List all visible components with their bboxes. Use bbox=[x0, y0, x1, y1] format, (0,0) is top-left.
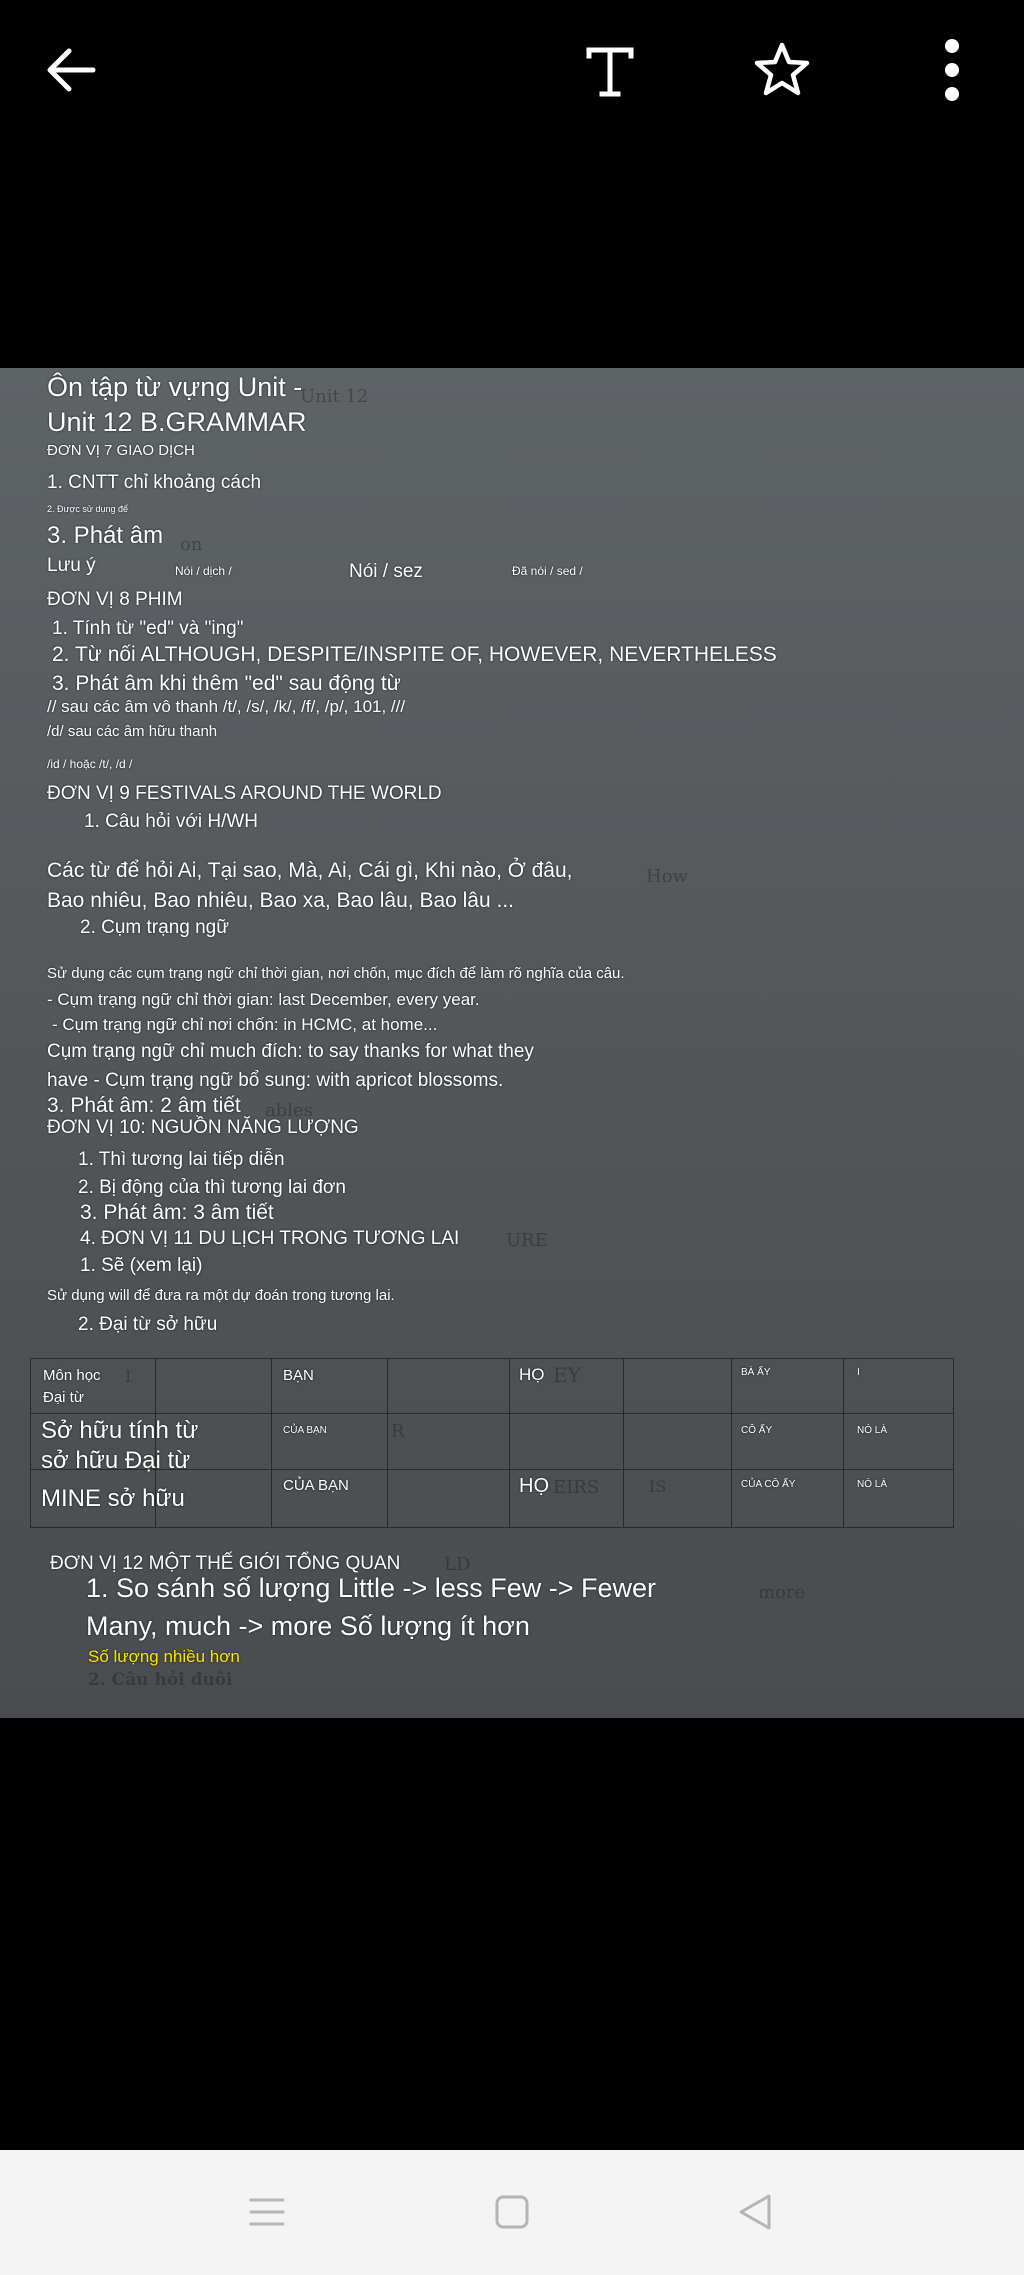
text-T-icon bbox=[582, 42, 638, 98]
unit-heading: 4. ĐƠN VỊ 11 DU LỊCH TRONG TƯƠNG LAI bbox=[80, 1228, 460, 1249]
table-cell: CỦA CÔ ẤY bbox=[741, 1479, 796, 1490]
table-cell: HỌ bbox=[519, 1475, 549, 1497]
table-cell: Sở hữu tính từ bbox=[41, 1417, 199, 1444]
doc-line: 2. Từ nối ALTHOUGH, DESPITE/INSPITE OF, HOWEVER, NEVERTHELESS bbox=[52, 643, 777, 666]
table-ghost: IS bbox=[649, 1477, 667, 1496]
recent-apps-button[interactable] bbox=[232, 2182, 302, 2242]
table-cell: CÔ ẤY bbox=[741, 1425, 773, 1436]
doc-line: Many, much -> more Số lượng ít hơn bbox=[86, 1611, 530, 1641]
doc-line: 2. Bị động của thì tương lai đơn bbox=[78, 1177, 346, 1198]
table-cell: NÓ LÀ bbox=[857, 1479, 888, 1490]
favorite-button[interactable] bbox=[742, 30, 822, 110]
table-cell: NÓ LÀ bbox=[857, 1425, 888, 1436]
pronoun-table bbox=[30, 1358, 954, 1528]
menu-lines-icon bbox=[247, 2194, 287, 2230]
doc-line: Nói / dịch / bbox=[175, 564, 232, 578]
ghost-text: LD bbox=[444, 1554, 471, 1575]
unit-heading: ĐƠN VỊ 9 FESTIVALS AROUND THE WORLD bbox=[47, 783, 442, 804]
system-nav-bar bbox=[0, 2150, 1024, 2275]
doc-line: Các từ để hỏi Ai, Tại sao, Mà, Ai, Cái gì, Khi nào, Ở đâu, bbox=[47, 859, 573, 882]
doc-line: /id / hoặc /t/, /d / bbox=[47, 757, 133, 771]
doc-line: 3. Phát âm: 3 âm tiết bbox=[80, 1201, 274, 1224]
star-outline-icon bbox=[752, 40, 812, 100]
doc-line: Nói / sez bbox=[349, 561, 423, 582]
doc-line: Lưu ý bbox=[47, 555, 96, 576]
unit-heading: ĐƠN VỊ 8 PHIM bbox=[47, 589, 183, 610]
table-cell: BẠN bbox=[283, 1367, 314, 1384]
doc-line: 1. Tính từ "ed" và "ing" bbox=[52, 618, 244, 639]
doc-line: Sử dụng các cụm trạng ngữ chỉ thời gian, nơi chốn, mục đích để làm rõ nghĩa của câu. bbox=[47, 965, 625, 982]
table-cell: MINE sở hữu bbox=[41, 1485, 185, 1512]
table-cell: CỦA BẠN bbox=[283, 1477, 349, 1494]
unit-heading: ĐƠN VỊ 12 MỘT THẾ GIỚI TỔNG QUAN bbox=[50, 1553, 401, 1574]
doc-line: Bao nhiêu, Bao nhiêu, Bao xa, Bao lâu, Bao lâu ... bbox=[47, 889, 515, 912]
unit-heading: ĐƠN VỊ 10: NGUỒN NĂNG LƯỢNG bbox=[47, 1117, 359, 1138]
doc-line: // sau các âm vô thanh /t/, /s/, /k/, /f/, /p/, 101, /// bbox=[47, 697, 406, 716]
doc-line: Cụm trạng ngữ chỉ much đích: to say thanks for what they bbox=[47, 1041, 534, 1062]
ghost-text: ables bbox=[265, 1100, 313, 1121]
table-cell: Môn học bbox=[43, 1367, 101, 1384]
doc-line: 3. Phát âm bbox=[47, 522, 164, 549]
doc-title: Ôn tập từ vựng Unit - bbox=[47, 372, 303, 402]
back-button[interactable] bbox=[30, 30, 110, 110]
doc-line: Đã nói / sed / bbox=[512, 564, 583, 578]
doc-line: 3. Phát âm khi thêm "ed" sau động từ bbox=[52, 672, 401, 695]
highlighted-line: Số lượng nhiều hơn bbox=[88, 1647, 240, 1666]
doc-line: - Cụm trạng ngữ chỉ thời gian: last December, every year. bbox=[47, 990, 480, 1009]
arrow-left-icon bbox=[43, 43, 97, 97]
table-ghost: R bbox=[391, 1421, 405, 1442]
table-cell: Đại từ bbox=[43, 1389, 84, 1406]
ghost-text: Unit 12 bbox=[300, 386, 369, 407]
doc-line: 2. Được sử dụng để bbox=[47, 504, 128, 514]
doc-line: 2. Cụm trạng ngữ bbox=[80, 917, 229, 938]
table-ghost: I bbox=[125, 1367, 132, 1386]
ghost-text: on bbox=[180, 534, 203, 555]
nav-back-button[interactable] bbox=[720, 2182, 790, 2242]
ghost-text: more bbox=[758, 1582, 806, 1603]
table-cell: CỦA BẠN bbox=[283, 1425, 327, 1436]
doc-line: 1. Câu hỏi với H/WH bbox=[84, 811, 259, 832]
top-toolbar bbox=[0, 0, 1024, 150]
table-ghost: EY bbox=[553, 1363, 581, 1387]
ghost-text: URE bbox=[506, 1230, 548, 1251]
doc-title: Unit 12 B.GRAMMAR bbox=[47, 407, 307, 437]
doc-line: 1. Thì tương lai tiếp diễn bbox=[78, 1149, 285, 1170]
doc-line: 1. So sánh số lượng Little -> less Few -> Fewer bbox=[86, 1573, 657, 1603]
table-cell: BÀ ẤY bbox=[741, 1367, 771, 1378]
doc-line: have - Cụm trạng ngữ bổ sung: with apricot blossoms. bbox=[47, 1070, 504, 1091]
table-ghost: EIRS bbox=[553, 1477, 600, 1498]
table-cell: sở hữu Đại từ bbox=[41, 1447, 191, 1474]
more-options-button[interactable] bbox=[912, 30, 992, 110]
doc-line: 3. Phát âm: 2 âm tiết bbox=[47, 1094, 241, 1117]
text-recognition-button[interactable] bbox=[570, 30, 650, 110]
triangle-back-icon bbox=[735, 2192, 775, 2232]
doc-line: - Cụm trạng ngữ chỉ nơi chốn: in HCMC, at home... bbox=[52, 1015, 438, 1034]
more-vertical-icon bbox=[940, 38, 964, 102]
unit-heading: ĐƠN VỊ 7 GIAO DỊCH bbox=[47, 442, 195, 459]
doc-line: 2. Đại từ sở hữu bbox=[78, 1314, 218, 1335]
doc-line: 1. CNTT chỉ khoảng cách bbox=[47, 472, 262, 493]
document-image bbox=[0, 368, 1024, 1718]
ghost-text: How bbox=[646, 866, 688, 887]
square-home-icon bbox=[493, 2193, 531, 2231]
ghost-text: 2. Câu hỏi đuôi bbox=[88, 1670, 233, 1690]
table-cell: HỌ bbox=[519, 1365, 545, 1384]
home-button[interactable] bbox=[477, 2182, 547, 2242]
doc-line: Sử dụng will để đưa ra một dự đoán trong tương lai. bbox=[47, 1287, 395, 1304]
doc-line: /d/ sau các âm hữu thanh bbox=[47, 723, 218, 740]
table-cell: I bbox=[857, 1367, 860, 1378]
doc-line: 1. Sẽ (xem lại) bbox=[80, 1255, 203, 1276]
